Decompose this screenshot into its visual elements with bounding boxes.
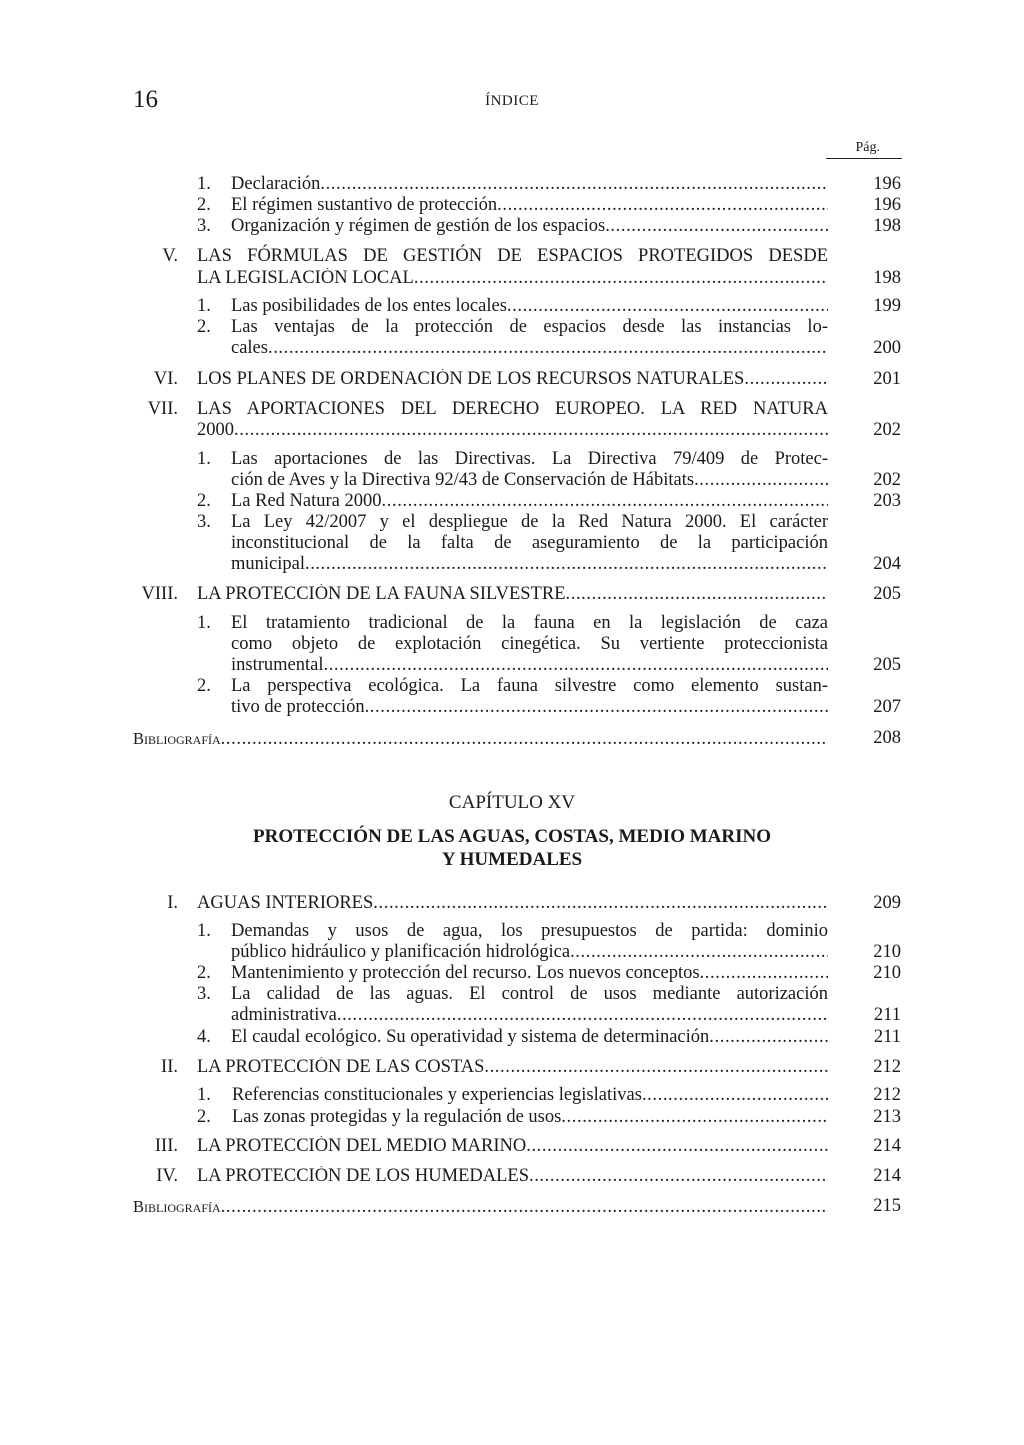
toc-entry (197, 1166, 828, 1187)
toc-number: 3. (197, 512, 211, 532)
toc-entry-text: LA PROTECCIÓN DE LAS COSTAS (197, 1057, 485, 1077)
toc-entry (197, 584, 828, 605)
toc-entry (231, 491, 828, 512)
toc-entry (197, 893, 828, 914)
toc-entry-text: Mantenimiento y protección del recurso. Los nuevos conceptos (231, 963, 700, 983)
toc-entry-line: La perspectiva ecológica. La fauna silvestre como elemento sustan- (231, 676, 828, 696)
toc-page: 196 (873, 195, 901, 215)
toc-number: 2. (197, 491, 211, 511)
toc-entry-text: público hidráulico y planificación hidrológica (231, 942, 571, 962)
toc-number: 3. (197, 984, 211, 1004)
toc-entry-text: instrumental (231, 655, 324, 675)
toc-page: 202 (873, 420, 901, 440)
toc-entry (197, 1057, 828, 1078)
toc-entry-text: municipal (231, 554, 305, 574)
toc-page: 213 (873, 1107, 901, 1127)
chapter-label: CAPÍTULO XV (448, 792, 576, 813)
toc-entry (231, 470, 828, 491)
toc-page: 210 (873, 942, 901, 962)
toc-page: 203 (873, 491, 901, 511)
toc-entry-line: inconstitucional de la falta de aseguramiento de la participación (231, 533, 828, 553)
toc-entry-text: La Red Natura 2000 (231, 491, 382, 511)
toc-entry-text: tivo de protección (231, 697, 365, 717)
toc-page: 207 (873, 697, 901, 717)
toc-entry-line: La Ley 42/2007 y el despliegue de la Red Natura 2000. El carácter (231, 512, 828, 532)
toc-page: 198 (873, 268, 901, 288)
toc-entry-text: LA PROTECCIÓN DE LOS HUMEDALES (197, 1166, 529, 1186)
toc-bibliography (133, 1196, 828, 1218)
toc-entry (231, 1005, 828, 1026)
toc-roman: VII. (147, 399, 178, 419)
toc-entry (197, 369, 828, 390)
toc-number: 2. (197, 195, 211, 215)
toc-entry (231, 195, 828, 216)
toc-page: 212 (873, 1057, 901, 1077)
page-number: 16 (133, 86, 158, 113)
toc-page: 208 (873, 728, 901, 748)
toc-page: 215 (873, 1196, 901, 1216)
toc-entry (231, 338, 828, 359)
toc-entry-text: ción de Aves y la Directiva 92/43 de Conservación de Hábitats (231, 470, 695, 490)
toc-entry-line: La calidad de las aguas. El control de usos mediante autorización (231, 984, 828, 1004)
toc-page: 205 (873, 584, 901, 604)
toc-number: 1. (197, 613, 211, 633)
toc-entry (231, 963, 828, 984)
toc-number: 2. (197, 963, 211, 983)
toc-entry-text: LOS PLANES DE ORDENACIÓN DE LOS RECURSOS NATURALES (197, 369, 745, 389)
toc-entry-line: LAS APORTACIONES DEL DERECHO EUROPEO. LA RED NATURA (197, 399, 828, 419)
toc-roman: VIII. (141, 584, 178, 604)
chapter-title-line1: PROTECCIÓN DE LAS AGUAS, COSTAS, MEDIO MARINO (253, 826, 771, 847)
toc-entry-text: Las posibilidades de los entes locales (231, 296, 507, 316)
toc-entry-text: AGUAS INTERIORES (197, 893, 374, 913)
toc-page: 212 (873, 1085, 901, 1105)
toc-entry-text: LA PROTECCIÓN DE LA FAUNA SILVESTRE (197, 584, 566, 604)
toc-page: 201 (873, 369, 901, 389)
toc-page: 209 (873, 893, 901, 913)
toc-roman: III. (154, 1136, 178, 1156)
toc-bibliography (133, 728, 828, 750)
toc-number: 1. (197, 1085, 211, 1105)
toc-entry (231, 1027, 828, 1048)
toc-page: 210 (873, 963, 901, 983)
toc-number: 1. (197, 449, 211, 469)
toc-number: 2. (197, 317, 211, 337)
toc-page: 198 (873, 216, 901, 236)
toc-number: 1. (197, 921, 211, 941)
toc-entry (232, 1107, 828, 1128)
toc-page: 200 (873, 338, 901, 358)
toc-number: 2. (197, 676, 211, 696)
toc-roman: II. (161, 1057, 178, 1077)
toc-number: 3. (197, 216, 211, 236)
toc-page: 199 (873, 296, 901, 316)
toc-page: 205 (873, 655, 901, 675)
toc-entry-line: LAS FÓRMULAS DE GESTIÓN DE ESPACIOS PROTEGIDOS DESDE (197, 246, 828, 266)
toc-entry-text: Organización y régimen de gestión de los espacios (231, 216, 606, 236)
toc-page: 196 (873, 174, 901, 194)
toc-entry-line: El tratamiento tradicional de la fauna en la legislación de caza (231, 613, 828, 633)
toc-entry (197, 1136, 828, 1157)
toc-entry-text: 2000 (197, 420, 234, 440)
page-column-label: Pág. (826, 140, 902, 159)
toc-entry (231, 554, 828, 575)
toc-entry-text: El régimen sustantivo de protección (231, 195, 498, 215)
toc-page: 214 (873, 1136, 901, 1156)
toc-page: 204 (873, 554, 901, 574)
toc-number: 1. (197, 174, 211, 194)
toc-entry-text: Bibliografía (133, 729, 221, 748)
toc-entry (231, 296, 828, 317)
toc-entry-text: Bibliografía (133, 1197, 221, 1216)
toc-roman: V. (162, 246, 178, 266)
toc-roman: IV. (156, 1166, 178, 1186)
toc-entry (197, 268, 828, 289)
running-title: ÍNDICE (485, 93, 539, 109)
toc-entry-text: cales (231, 338, 268, 358)
toc-entry-line: como objeto de explotación cinegética. Su vertiente proteccionista (231, 634, 828, 654)
toc-entry-text: El caudal ecológico. Su operatividad y sistema de determinación (231, 1027, 710, 1047)
toc-entry (231, 174, 828, 195)
toc-entry (231, 216, 828, 237)
toc-entry-line: Las aportaciones de las Directivas. La Directiva 79/409 de Protec- (231, 449, 828, 469)
toc-roman: VI. (153, 369, 178, 389)
toc-entry (231, 697, 828, 718)
toc-number: 4. (197, 1027, 211, 1047)
toc-entry (231, 942, 828, 963)
toc-entry (232, 1085, 828, 1106)
toc-entry-text: Las zonas protegidas y la regulación de usos (232, 1107, 562, 1127)
toc-number: 1. (197, 296, 211, 316)
toc-page: 211 (873, 1027, 901, 1047)
toc-entry-line: Las ventajas de la protección de espacios desde las instancias lo- (231, 317, 828, 337)
toc-entry-text: LA PROTECCIÓN DEL MEDIO MARINO (197, 1136, 527, 1156)
toc-number: 2. (197, 1107, 211, 1127)
toc-entry (197, 420, 828, 441)
toc-page: 214 (873, 1166, 901, 1186)
toc-page: 202 (873, 470, 901, 490)
toc-entry-line: Demandas y usos de agua, los presupuestos de partida: dominio (231, 921, 828, 941)
toc-entry-text: LA LEGISLACIÓN LOCAL (197, 268, 414, 288)
toc-entry-text: Referencias constitucionales y experiencias legislativas (232, 1085, 642, 1105)
chapter-title-line2: Y HUMEDALES (441, 849, 583, 870)
toc-entry-text: administrativa (231, 1005, 337, 1025)
toc-entry (231, 655, 828, 676)
toc-roman: I. (167, 893, 178, 913)
toc-entry-text: Declaración (231, 174, 321, 194)
toc-page: 211 (873, 1005, 901, 1025)
